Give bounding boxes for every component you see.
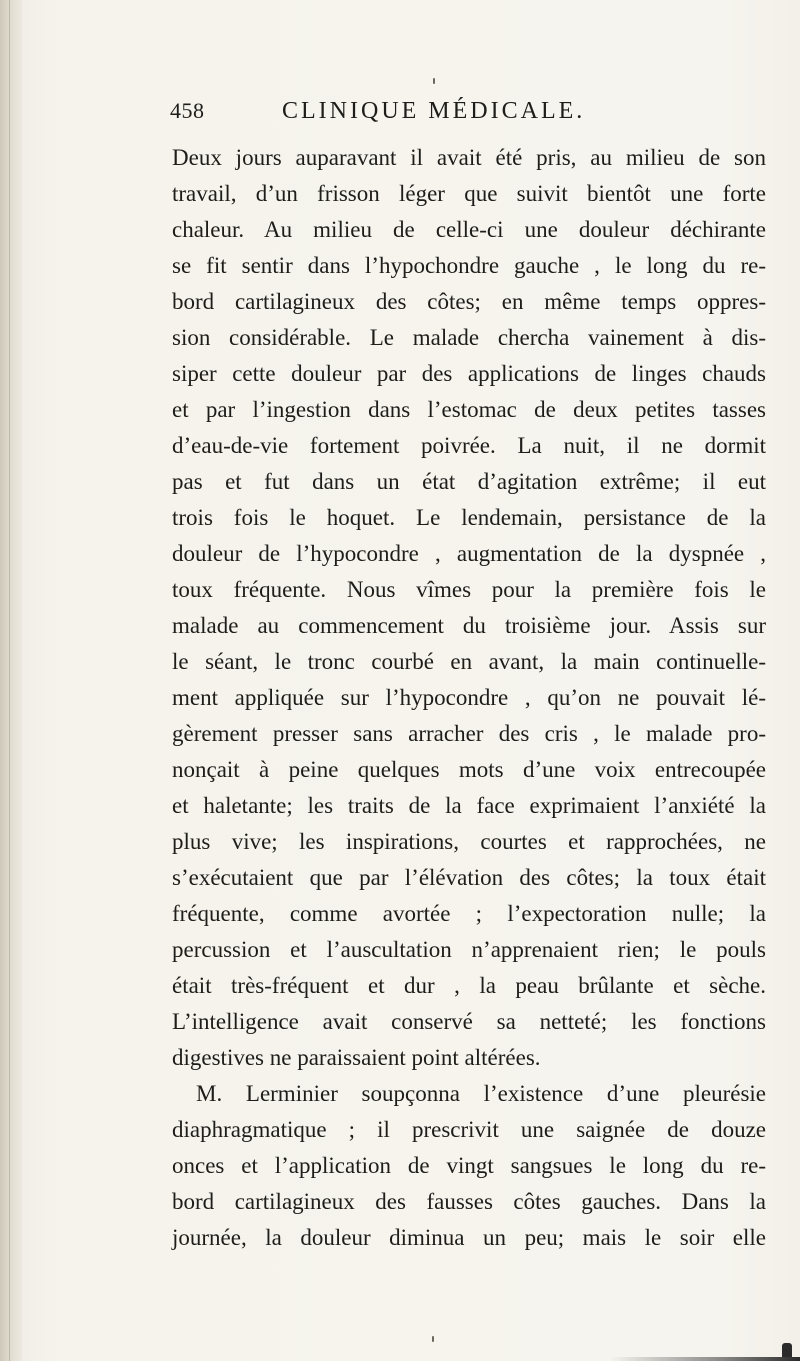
- print-speck: [432, 1336, 434, 1342]
- text-line: malade au commencement du troisième jour. Assis sur: [172, 613, 766, 638]
- text-line: bord cartilagineux des côtes; en même temps oppres-: [172, 289, 766, 314]
- text-line: percussion et l’auscultation n’apprenaient rien; le pouls: [172, 937, 766, 962]
- text-line: diaphragmatique ; il prescrivit une saignée de douze: [172, 1117, 766, 1142]
- page-corner-mark: [782, 1343, 792, 1357]
- text-line: M. Lerminier soupçonna l’existence d’une pleurésie: [196, 1081, 766, 1106]
- text-line: bord cartilagineux des fausses côtes gauches. Dans la: [172, 1189, 766, 1214]
- text-line: pas et fut dans un état d’agitation extrême; il eut: [172, 469, 766, 494]
- running-head: [170, 97, 770, 131]
- text-line: fréquente, comme avortée ; l’expectoration nulle; la: [172, 901, 766, 926]
- running-title: CLINIQUE MÉDICALE.: [282, 98, 586, 124]
- text-line: siper cette douleur par des applications de linges chauds: [172, 361, 766, 386]
- text-line: et par l’ingestion dans l’estomac de deux petites tasses: [172, 397, 766, 422]
- page-number: 458: [170, 98, 205, 123]
- text-line: sion considérable. Le malade chercha vainement à dis-: [172, 325, 766, 350]
- print-speck: [433, 78, 435, 84]
- text-line: L’intelligence avait conservé sa netteté; les fonctions: [172, 1009, 766, 1034]
- gutter-fold-line: [9, 0, 10, 1361]
- text-line: était très-fréquent et dur , la peau brûlante et sèche.: [172, 973, 766, 998]
- text-line: travail, d’un frisson léger que suivit bientôt une forte: [172, 181, 766, 206]
- text-line: nonçait à peine quelques mots d’une voix entrecoupée: [172, 757, 766, 782]
- text-line: onces et l’application de vingt sangsues le long du re-: [172, 1153, 766, 1178]
- text-line: et haletante; les traits de la face exprimaient l’anxiété la: [172, 793, 766, 818]
- text-line: Deux jours auparavant il avait été pris, au milieu de son: [172, 145, 766, 170]
- text-line: journée, la douleur diminua un peu; mais le soir elle: [172, 1225, 766, 1250]
- page-edge-shadow: [610, 1357, 800, 1361]
- text-line: digestives ne paraissaient point altérées.: [172, 1045, 541, 1070]
- text-line: toux fréquente. Nous vîmes pour la première fois le: [172, 577, 766, 602]
- text-line: plus vive; les inspirations, courtes et rapprochées, ne: [172, 829, 766, 854]
- text-line: chaleur. Au milieu de celle-ci une douleur déchirante: [172, 217, 766, 242]
- text-line: ment appliquée sur l’hypocondre , qu’on ne pouvait lé-: [172, 685, 766, 710]
- text-line: d’eau-de-vie fortement poivrée. La nuit, il ne dormit: [172, 433, 766, 458]
- text-line: se fit sentir dans l’hypochondre gauche , le long du re-: [172, 253, 766, 278]
- text-line: douleur de l’hypocondre , augmentation de la dyspnée ,: [172, 541, 766, 566]
- text-line: le séant, le tronc courbé en avant, la main continuelle-: [172, 649, 766, 674]
- text-line: trois fois le hoquet. Le lendemain, persistance de la: [172, 505, 766, 530]
- text-line: s’exécutaient que par l’élévation des côtes; la toux était: [172, 865, 766, 890]
- text-line: gèrement presser sans arracher des cris , le malade pro-: [172, 721, 766, 746]
- page-gutter: [0, 0, 22, 1361]
